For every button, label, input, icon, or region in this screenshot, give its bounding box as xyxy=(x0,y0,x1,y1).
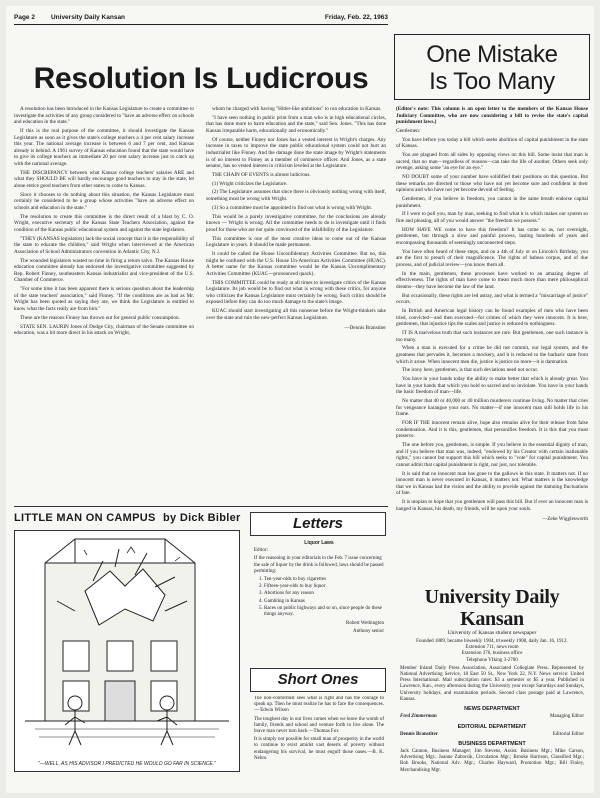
left-article-col2 xyxy=(206,106,386,504)
right-article-paragraph: FOR IF THE innocent remain alive, hope also remains alive for their release from false condemnation. And it is this, gentlemen, that personifies freedom. It is this that you must preserve. xyxy=(396,420,588,440)
biz-dept-heading: BUSINESS DEPARTMENT xyxy=(458,741,526,748)
headline-right-line1: One Mistake xyxy=(426,41,558,68)
page-number: Page 2 xyxy=(14,13,35,21)
short-ones-item: The toughest day in our lives comes when we leave the womb of family, friends and school and venture forth to live alone. The brave man never turn back.—Thomas Fox xyxy=(254,716,384,735)
left-article-paragraph: KUAC should start investigating all this nonsense before the Wright-thinkers take over the state and ruin the new-perfect Kansas Legislature. xyxy=(206,308,386,321)
right-article-paragraph: In British and American legal history can be found examples of men who have been tried, convicted—and then executed—for crimes of which they were innocent. It is here, gentlemen, that injustice tips the scales and justice is reduced to nothingness. xyxy=(396,308,588,328)
letters-list-item: 4. Gambling in Kansas xyxy=(264,599,384,605)
edit-dept-name: Dennis Branstiter xyxy=(400,731,438,737)
right-article-paragraph: The irony here, gentlemen, is that such deviations need not occur. xyxy=(402,367,539,374)
paper-name: University Daily Kansan xyxy=(50,13,126,21)
short-ones-item: The non-conformist sees what is right and has the courage to speak up. Then he must realize he has to face the consequences. — Edwin Wilson xyxy=(254,696,384,714)
left-article-paragraph: A resolution has been introduced in the Kansas Legislature to create a committee to investigate the activities of any group considered to "have an adverse effect on schools and education in the state." xyxy=(14,106,194,126)
right-article-paragraph: No matter that 40 or 40,000 or 40 million murderers continue living. No matter that cries for vengeance harangue your ears. No matter—if one innocent man still holds life in his frame. xyxy=(396,398,588,418)
left-article-signature: —Dennis Branstiter xyxy=(344,325,386,332)
left-article-paragraph: whom he charged with having "Hitler-like ambitions" to run education in Kansas. xyxy=(212,106,382,112)
right-article-paragraph: IT IS A marvelous truth that such instances are rare. But gentlemen, one such instance is too many. xyxy=(396,330,588,343)
salutation: Gentlemen: xyxy=(396,127,421,134)
right-article-paragraph: Gentlemen, if you believe in freedom, you cannot in the same breath endorse capital punishment. xyxy=(396,196,588,209)
masthead xyxy=(400,586,584,774)
right-article-paragraph: You have before you today a bill which seeks abolition of capital punishment in the state of Kansas. xyxy=(396,136,588,150)
edit-dept-row xyxy=(400,732,584,739)
left-article-paragraph: The wounded legislators wasted no time in firing a return salvo. The Kansas House education committee already has endorsed the investigative committee suggested by Rep. Robert Finney, southeastern Kansas industrialist and vice-president of the U.S. Chamber of Commerce. xyxy=(14,257,194,284)
left-article-paragraph: These are the reasons Finney has thrown out for general public consumption. xyxy=(20,314,180,321)
left-article-paragraph: "I have seen nothing in public print from a man who is in high educational circles, that has done more to harm education and the state," said Sen. Jones. "This has done Kansas irreparable harm, educationally and economically." xyxy=(206,114,386,134)
biz-staff-list: Jack Cannon, Business Manager; Jim Stevens, Assist. Business Mgr.; Mike Carson, Advertising Mgr.; Joanne Zaborsik, Circulation Mgr.; Brooke Harrison, Classified Mgr.; Bob Brooks, National Adv. Mgr.; Charles Hayward, Promotion Mgr.; Bill Finley, Merchandising Mgr. xyxy=(400,749,584,773)
editors-note: (Editor's note: This column is an open letter to the members of the Kansas House Judiciary Committee, who are now considering a bill to revise the state's capital punishment laws.) xyxy=(396,106,588,126)
letters-list-item: 2. Fifteen-year-olds to buy liquor xyxy=(264,584,384,590)
comic-caption: "—WELL, AS HIS ADVISOR I PREDICTED HE WOULD GO FAR IN SCIENCE." xyxy=(38,761,216,767)
short-ones-body xyxy=(254,696,384,790)
short-ones-item: It is simply not possible for small man of prosperity in the world to continue to exist amidst vast deserts of poverty without endangering his survival, he must engulf those oases.—B. K. Nehru xyxy=(254,737,384,761)
letters-signer-1: Robert Wethington xyxy=(346,621,384,627)
issue-date: Friday, Feb. 22, 1963 xyxy=(324,13,388,21)
masthead-phone-3: Telephone VIking 3-2700 xyxy=(466,657,518,663)
left-article-paragraph: This would be a purely investigative committee, for the conclusions are already known — Wright is wrong. All the committee needs to do is investigate until it finds proof for those who are not quite convinced of the infallibility of the Legislature. xyxy=(206,213,386,233)
letters-list-item: 5. Races on public highways and so on, since people do these things anyway. xyxy=(264,606,384,618)
left-article-paragraph: This committee is one of the most creative ideas to come out of the Kansas Legislature in years. It should be made permanent. xyxy=(206,235,386,249)
right-article-paragraph: The one before you, gentlemen, is simple. If you believe in the essential dignity of man, and if you believe that man was, indeed, "endowed by his Creator with certain inalienable rights," you cannot but support this bill which seeks to "vote" for capital punishment. You cannot admit that capital punishment is right, nor just, nor tolerable. xyxy=(396,442,588,468)
left-article-paragraph: (3) So a committee must be appointed to find out what is wrong with Wright. xyxy=(212,204,373,211)
letters-subtitle: Liquor Laws xyxy=(304,540,334,546)
left-article-paragraph: It could be called the House Unconfidentary Activities Committee. But no, this might be confused with the U.S. House Un-American Activities Committee (HUAC). A better name for the Kansas committee would be the Kansas Uncomplimentary Activities Committee (KUAC—pronounced quack). xyxy=(206,250,386,277)
letters-list-item: 1. Ten-year-olds to buy cigarettes xyxy=(264,577,384,583)
letters-signer-2: Anthony senior xyxy=(353,629,384,635)
right-headline-box xyxy=(394,34,590,100)
newspaper-page xyxy=(6,6,594,793)
right-article-signature: —Zeke Wigglesworth xyxy=(542,516,588,523)
left-article-paragraph: Since it chooses to do nothing about this situation, the Kansas Legislature must certainly be considered to be a group whose activities "have an adverse effect on schools and education in the state." xyxy=(14,191,194,211)
left-article-paragraph: The resolution to create this committee is the direct result of a blast by C. O. Wright, executive secretary of the Kansas State Teachers Association, against the condition of the Kansas public educational system and against the state legislators. xyxy=(14,213,194,233)
letters-intro: If the reasoning in your editorials in the Feb. 7 issue concerning the sale of liquor by the drink is followed, laws should be passed permitting: xyxy=(254,556,384,574)
comic-drawing xyxy=(15,531,239,771)
left-article-paragraph: "THEY (KANSAS legislators) lack the social concept that it is the responsibility of the state to educate the children," said Wright when interviewed at the American Association of School Administrators convention in Atlantic City, N.J. xyxy=(14,235,194,255)
comic-panel xyxy=(14,530,240,772)
letters-list xyxy=(264,577,384,618)
right-article-paragraph: HOW HAVE WE come to have this freedom? It has come to us, not overnight, gentlemen, but through a slow and painful process, lasting hundreds of years and encompassing thousands of seemingly unconnected steps. xyxy=(396,226,588,246)
left-article-paragraph: THIS COMMITTEE could be ready at all times to investigate critics of the Kansas Legislature. Its job would be to find out what is wrong with these critics, for anyone who criticizes the Kansas Legislature must certainly be wrong. Such critics should be exposed before they can do too much damage to the state's image. xyxy=(206,279,386,306)
section-divider xyxy=(14,506,388,507)
comic-byline: by Dick Bibler xyxy=(163,512,241,524)
left-article-paragraph: (2) The Legislature assumes that since there is obviously nothing wrong with itself, something must be wrong with Wright. xyxy=(206,189,386,203)
masthead-name: University Daily Kansan xyxy=(424,586,560,630)
page-header xyxy=(14,10,388,24)
masthead-subtitle: University of Kansas student newspaper xyxy=(447,630,537,636)
letters-salutation: Editor: xyxy=(254,548,268,554)
left-article-paragraph: (1) Wright criticizes the Legislature. xyxy=(212,180,288,187)
letters-title: Letters xyxy=(250,512,386,536)
left-article-paragraph: THE CHAIN OF EVENTS is almost ludicrous. xyxy=(212,171,311,178)
left-article-paragraph: THE DISCREPANCY between what Kansas college teachers' salaries ARE and what they SHOULD BE will hardly encourage good teachers to stay in the state, let alone entice good teachers from other states to come to Kansas. xyxy=(14,169,194,189)
comic-title xyxy=(14,512,240,524)
letters-list-item: 3. Abortions for any reason xyxy=(264,591,384,597)
masthead-phone-2: Extension 376, business office xyxy=(461,651,523,657)
short-ones-title: Short Ones xyxy=(250,668,386,692)
left-article-paragraph: "For some time it has been apparent there is serious question about the leadership of the state teachers' association," said Finney. "If the conditions are as bad as Mr. Wright has been quoted as saying they are, we think the Legislature is entitled to know what the facts really are from him." xyxy=(14,286,194,312)
news-dept-heading: NEWS DEPARTMENT xyxy=(464,706,520,713)
edit-dept-title: Editorial Editor xyxy=(552,731,584,737)
news-dept-title: Managing Editor xyxy=(549,714,584,720)
left-article-paragraph: Of course, neither Finney nor Jones has a vested interest in Wright's charges. Any increase in taxes to improve the state public educational system could not hurt an industrialist like Finney. And the damage done the state image by Wright's statements is of no interest to Finney as a member of commerce officer. And Jones, as a state senator, has no vested interest in criticism leveled at the Legislature. xyxy=(206,136,386,170)
right-article-paragraph: You are plagued from all sides by opposing views on this bill. Some insist that man is sacred, that no man—regardless of reasons—can take the life of another. Others seek only revenge, asking some "an eye for an eye." xyxy=(396,152,588,172)
right-article-paragraph: In the main, gentlemen, these processes have worked to an amazing degree of effectiveness. The rights of man have come to mean much more than mere philosophical dreams—they have become the law of the land. xyxy=(396,270,588,290)
right-article-paragraph: When a man is executed for a crime he did not commit, our legal system, and the greatness that pervades it, becomes a mockery, and it is reduced to the barbaric state from which it arose. When innocent men die, justice is justice no more—it is damnation. xyxy=(396,345,588,365)
right-article-paragraph: But occasionally, these rights are led astray, and what is termed a "miscarriage of justice" occurs. xyxy=(396,292,588,306)
news-dept-row xyxy=(400,714,584,721)
header-rule xyxy=(14,24,388,25)
masthead-phone-1: Extension 711, news room xyxy=(465,645,519,651)
headline-left: Resolution Is Ludicrous xyxy=(33,62,369,95)
right-article-paragraph: NO DOUBT some of your number have solidified their positions on this question. But these remarks are directed to those who have not yet become sure and confident in their opinions and who have not yet become devoid of feeling. xyxy=(396,174,588,194)
right-article-paragraph: You have in your hands today the ability to make better that which is already great. You have in your hands that which you hold so sacred and so inviolate. You have in your hands the basic freedom of man—life. xyxy=(396,376,588,396)
left-article-paragraph: STATE SEN. LAURIN Jones of Dodge City, chairman of the Senate committee on education, was a bit more direct in his attack on Wright, xyxy=(14,323,194,337)
right-article-paragraph: It is said that no innocent man has gone to the gallows in this state. It matters not. If no innocent man is never executed in Kansas, it matters not. What matters is the knowledge that we in Kansas had the vision and the ability to provide against the damning fluctuations of fate. xyxy=(396,470,588,497)
masthead-info: Member Inland Daily Press Association, Associated Collegiate Press. Represented by National Advertising Service, 18 East 50 St., New York 22, N.Y. News service: United Press International. Mail subscription rates: $3 a semester or $5 a year. Published in Lawrence, Kan., every afternoon during the University year except Saturdays and Sundays, University holidays, and examination periods. Second class postage paid at Lawrence, Kansas. xyxy=(400,665,584,702)
right-article-paragraph: It is utopian to hope that you gentlemen will pass this bill. But if ever an innocent man is hanged in Kansas, his death, my friends, will be upon your souls. xyxy=(396,499,588,512)
left-article-paragraph: If this is the real purpose of the committee, it should investigate the Kansas Legislature as soon as it gives the state's college teachers a 4 per cent salary increase this year. The national average increase is between 6 and 7 per cent, and Kansas already is behind. A 1961 survey of Kansas education found that the state would have to give its college teachers an immediate 20 per cent salary increase just to catch up with the national average. xyxy=(14,127,194,167)
right-article xyxy=(396,106,588,572)
news-dept-name: Fred Zimmerman xyxy=(400,714,437,720)
right-article-paragraph: You have often heard of these steps, and on a 4th of July or on Lincoln's Birthday, you are the first to preach of their magnificence. The rights of habeas corpus, and of due process, and of judicial review—you know them all. xyxy=(396,248,588,268)
comic-title-text: LITTLE MAN ON CAMPUS xyxy=(14,512,156,524)
right-article-paragraph: If I were to poll you, man by man, seeking to find what it is which makes our system so fine and pleasing, all of you would answer "the freedom we possess." xyxy=(396,211,588,225)
masthead-founded: Founded 1889, became biweekly 1904, triweekly 1908, daily Jan. 16, 1912. xyxy=(416,639,568,644)
headline-right-line2: Is Too Many xyxy=(429,68,555,95)
edit-dept-heading: EDITORIAL DEPARTMENT xyxy=(457,723,527,730)
letters-body xyxy=(254,540,384,664)
left-article-col1 xyxy=(14,106,194,504)
